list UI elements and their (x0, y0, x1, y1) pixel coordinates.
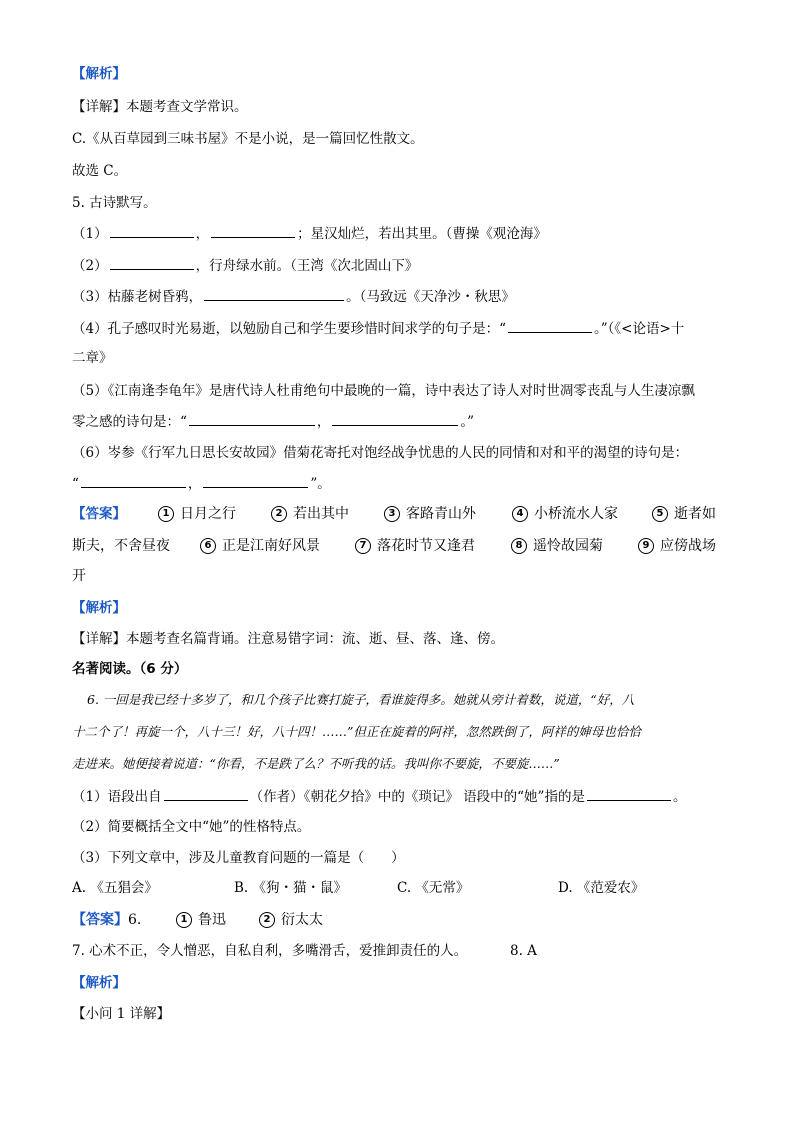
answer-text: 遥怜故园菊 (533, 538, 603, 554)
answer-number: 6. (128, 912, 142, 928)
answer-item-3 (384, 504, 476, 524)
q6-sub1-end: 。 (672, 789, 687, 805)
circled-number: 8 (511, 538, 527, 554)
answer-blank[interactable] (332, 411, 458, 426)
answer-text: 客路青山外 (406, 506, 476, 522)
q5-sub1-sep: ， (195, 226, 210, 242)
q5-sub1-rest: ；星汉灿烂，若出其里。（曹操《观沧海》 (297, 226, 547, 242)
answer-blank[interactable] (587, 786, 671, 801)
circled-number: 3 (384, 506, 400, 522)
answer-text: 逝者如 (674, 506, 716, 522)
answer-item-6 (200, 536, 320, 556)
q5-sub3-text: （3）枯藤老树昏鸦， (72, 289, 203, 305)
answer-text: 小桥流水人家 (534, 506, 618, 522)
answer-item-9 (638, 536, 716, 556)
q5-sub6-sep: ， (187, 476, 202, 492)
option-d[interactable]: D. 《范爱农》 (558, 880, 645, 896)
answer-6-row (72, 910, 141, 930)
q5-sub3-rest: 。（马致远《天净沙・秋思》 (346, 289, 515, 305)
q5-sub2 (72, 255, 418, 276)
answer-blank[interactable] (204, 286, 344, 301)
answer-text: 日月之行 (180, 506, 236, 522)
answer-blank[interactable] (164, 786, 248, 801)
analysis-label: 【解析】 (72, 66, 126, 82)
q5-sub4-text: （4）孔子感叹时光易逝，以勉励自己和学生要珍惜时间求学的句子是：“ (72, 321, 506, 337)
answer-label: 【答案】 (72, 912, 128, 928)
answer-item-4 (512, 504, 618, 524)
detail-text: 【详解】本题考查名篇背诵。注意易错字词：流、逝、昼、落、逢、傍。 (72, 631, 504, 647)
choice-text: 故选 C。 (72, 163, 128, 179)
option-b[interactable]: B. 《狗・猫・鼠》 (234, 880, 348, 896)
q6-sub1-text: （1）语段出自 (72, 789, 162, 805)
q5-sub4-cont: 二章》 (72, 350, 113, 366)
answer-blank[interactable] (110, 255, 194, 270)
q5-sub1 (72, 223, 547, 244)
answer-5-cont: 斯夫，不舍昼夜 (72, 538, 170, 554)
q5-sub2-num: （2） (72, 258, 108, 274)
circled-number: 7 (355, 538, 371, 554)
q5-sub6-rest: ”。 (310, 476, 331, 492)
q5-sub1-num: （1） (72, 226, 108, 242)
answer-blank[interactable] (203, 473, 308, 488)
passage-line-2: 十二个了！再旋一个，八十三！好，八十四！……”但正在旋着的阿祥，忽然跌倒了，阿祥的婶母也恰恰 (72, 724, 641, 739)
answer-blank[interactable] (211, 223, 295, 238)
passage-line-3: 走进来。她便接着说道：“你看，不是跌了么？不听我的话。我叫你不要旋，不要旋……” (72, 756, 560, 771)
detail-text: 【详解】本题考查文学常识。 (72, 99, 248, 115)
section-title: 名著阅读。（6 分） (72, 661, 188, 677)
answer-text: 若出其中 (293, 506, 349, 522)
answer-item-1 (158, 504, 236, 524)
analysis-label: 【解析】 (72, 975, 126, 991)
q5-sub5-rest: 。” (460, 414, 475, 430)
q6-sub3: （3）下列文章中，涉及儿童教育问题的一篇是（ ） (72, 850, 405, 866)
circled-number: 2 (259, 912, 275, 928)
passage-line-1: 6. 一回是我已经十多岁了，和几个孩子比赛打旋子，看谁旋得多。她就从旁计着数，说道，“好，八 (87, 692, 635, 707)
q5-sub6-cont (72, 473, 331, 494)
circled-number: 6 (200, 538, 216, 554)
answer-6-item-1 (176, 910, 226, 930)
option-c-text: C.《从百草园到三味书屋》不是小说，是一篇回忆性散文。 (72, 131, 424, 147)
answer-text: 落花时节又逢君 (377, 538, 475, 554)
answer-blank[interactable] (189, 411, 315, 426)
option-a[interactable]: A. 《五猖会》 (72, 880, 158, 896)
q5-sub2-rest: ，行舟绿水前。（王湾《次北固山下》 (195, 258, 419, 274)
circled-number: 9 (638, 538, 654, 554)
answer-6-item-2 (259, 910, 323, 930)
answer-blank[interactable] (81, 473, 186, 488)
q5-sub6-open: “ (72, 476, 79, 492)
answer-text: 鲁迅 (198, 912, 226, 928)
answer-blank[interactable] (110, 223, 194, 238)
answer-item-5 (652, 504, 716, 524)
answer-item-7 (355, 536, 475, 556)
q5-sub5: （5）《江南逢李龟年》是唐代诗人杜甫绝句中最晚的一篇，诗中表达了诗人对时世凋零丧乱与人生凄凉飘 (72, 383, 695, 399)
q6-sub2: （2）简要概括全文中“她”的性格特点。 (72, 819, 311, 835)
answer-text: 正是江南好风景 (222, 538, 320, 554)
circled-number: 1 (158, 506, 174, 522)
q6-sub1 (72, 786, 686, 807)
answer-item-8 (511, 536, 603, 556)
question-5-title: 5. 古诗默写。 (72, 195, 157, 211)
q6-sub1-mid: （作者）《朝花夕拾》中的《琐记》 语段中的“她”指的是 (249, 789, 585, 805)
q5-sub5-text: 零之感的诗句是：“ (72, 414, 187, 430)
answer-5-cont2: 开 (72, 568, 86, 584)
circled-number: 5 (652, 506, 668, 522)
answer-blank[interactable] (508, 318, 592, 333)
circled-number: 4 (512, 506, 528, 522)
q5-sub4 (72, 318, 684, 339)
option-c[interactable]: C. 《无常》 (397, 880, 470, 896)
q5-sub5-sep: ， (316, 414, 331, 430)
analysis-label: 【解析】 (72, 600, 126, 616)
circled-number: 2 (271, 506, 287, 522)
answer-7: 7. 心术不正，令人憎恶，自私自利，多嘴滑舌，爱推卸责任的人。 (72, 943, 468, 959)
answer-8: 8. A (510, 943, 537, 959)
q5-sub4-rest: 。”（《<论语>十 (594, 321, 685, 337)
q5-sub3 (72, 286, 515, 307)
q5-sub6: （6）岑参《行军九日思长安故园》借菊花寄托对饱经战争忧患的人民的同情和对和平的渴望的诗句是： (72, 445, 689, 461)
answer-text: 衍太太 (281, 912, 323, 928)
circled-number: 1 (176, 912, 192, 928)
subquestion-1-detail: 【小问 1 详解】 (72, 1006, 171, 1022)
answer-text: 应傍战场 (660, 538, 716, 554)
answer-label: 【答案】 (72, 506, 126, 522)
q5-sub5-cont (72, 411, 474, 432)
answer-item-2 (271, 504, 349, 524)
